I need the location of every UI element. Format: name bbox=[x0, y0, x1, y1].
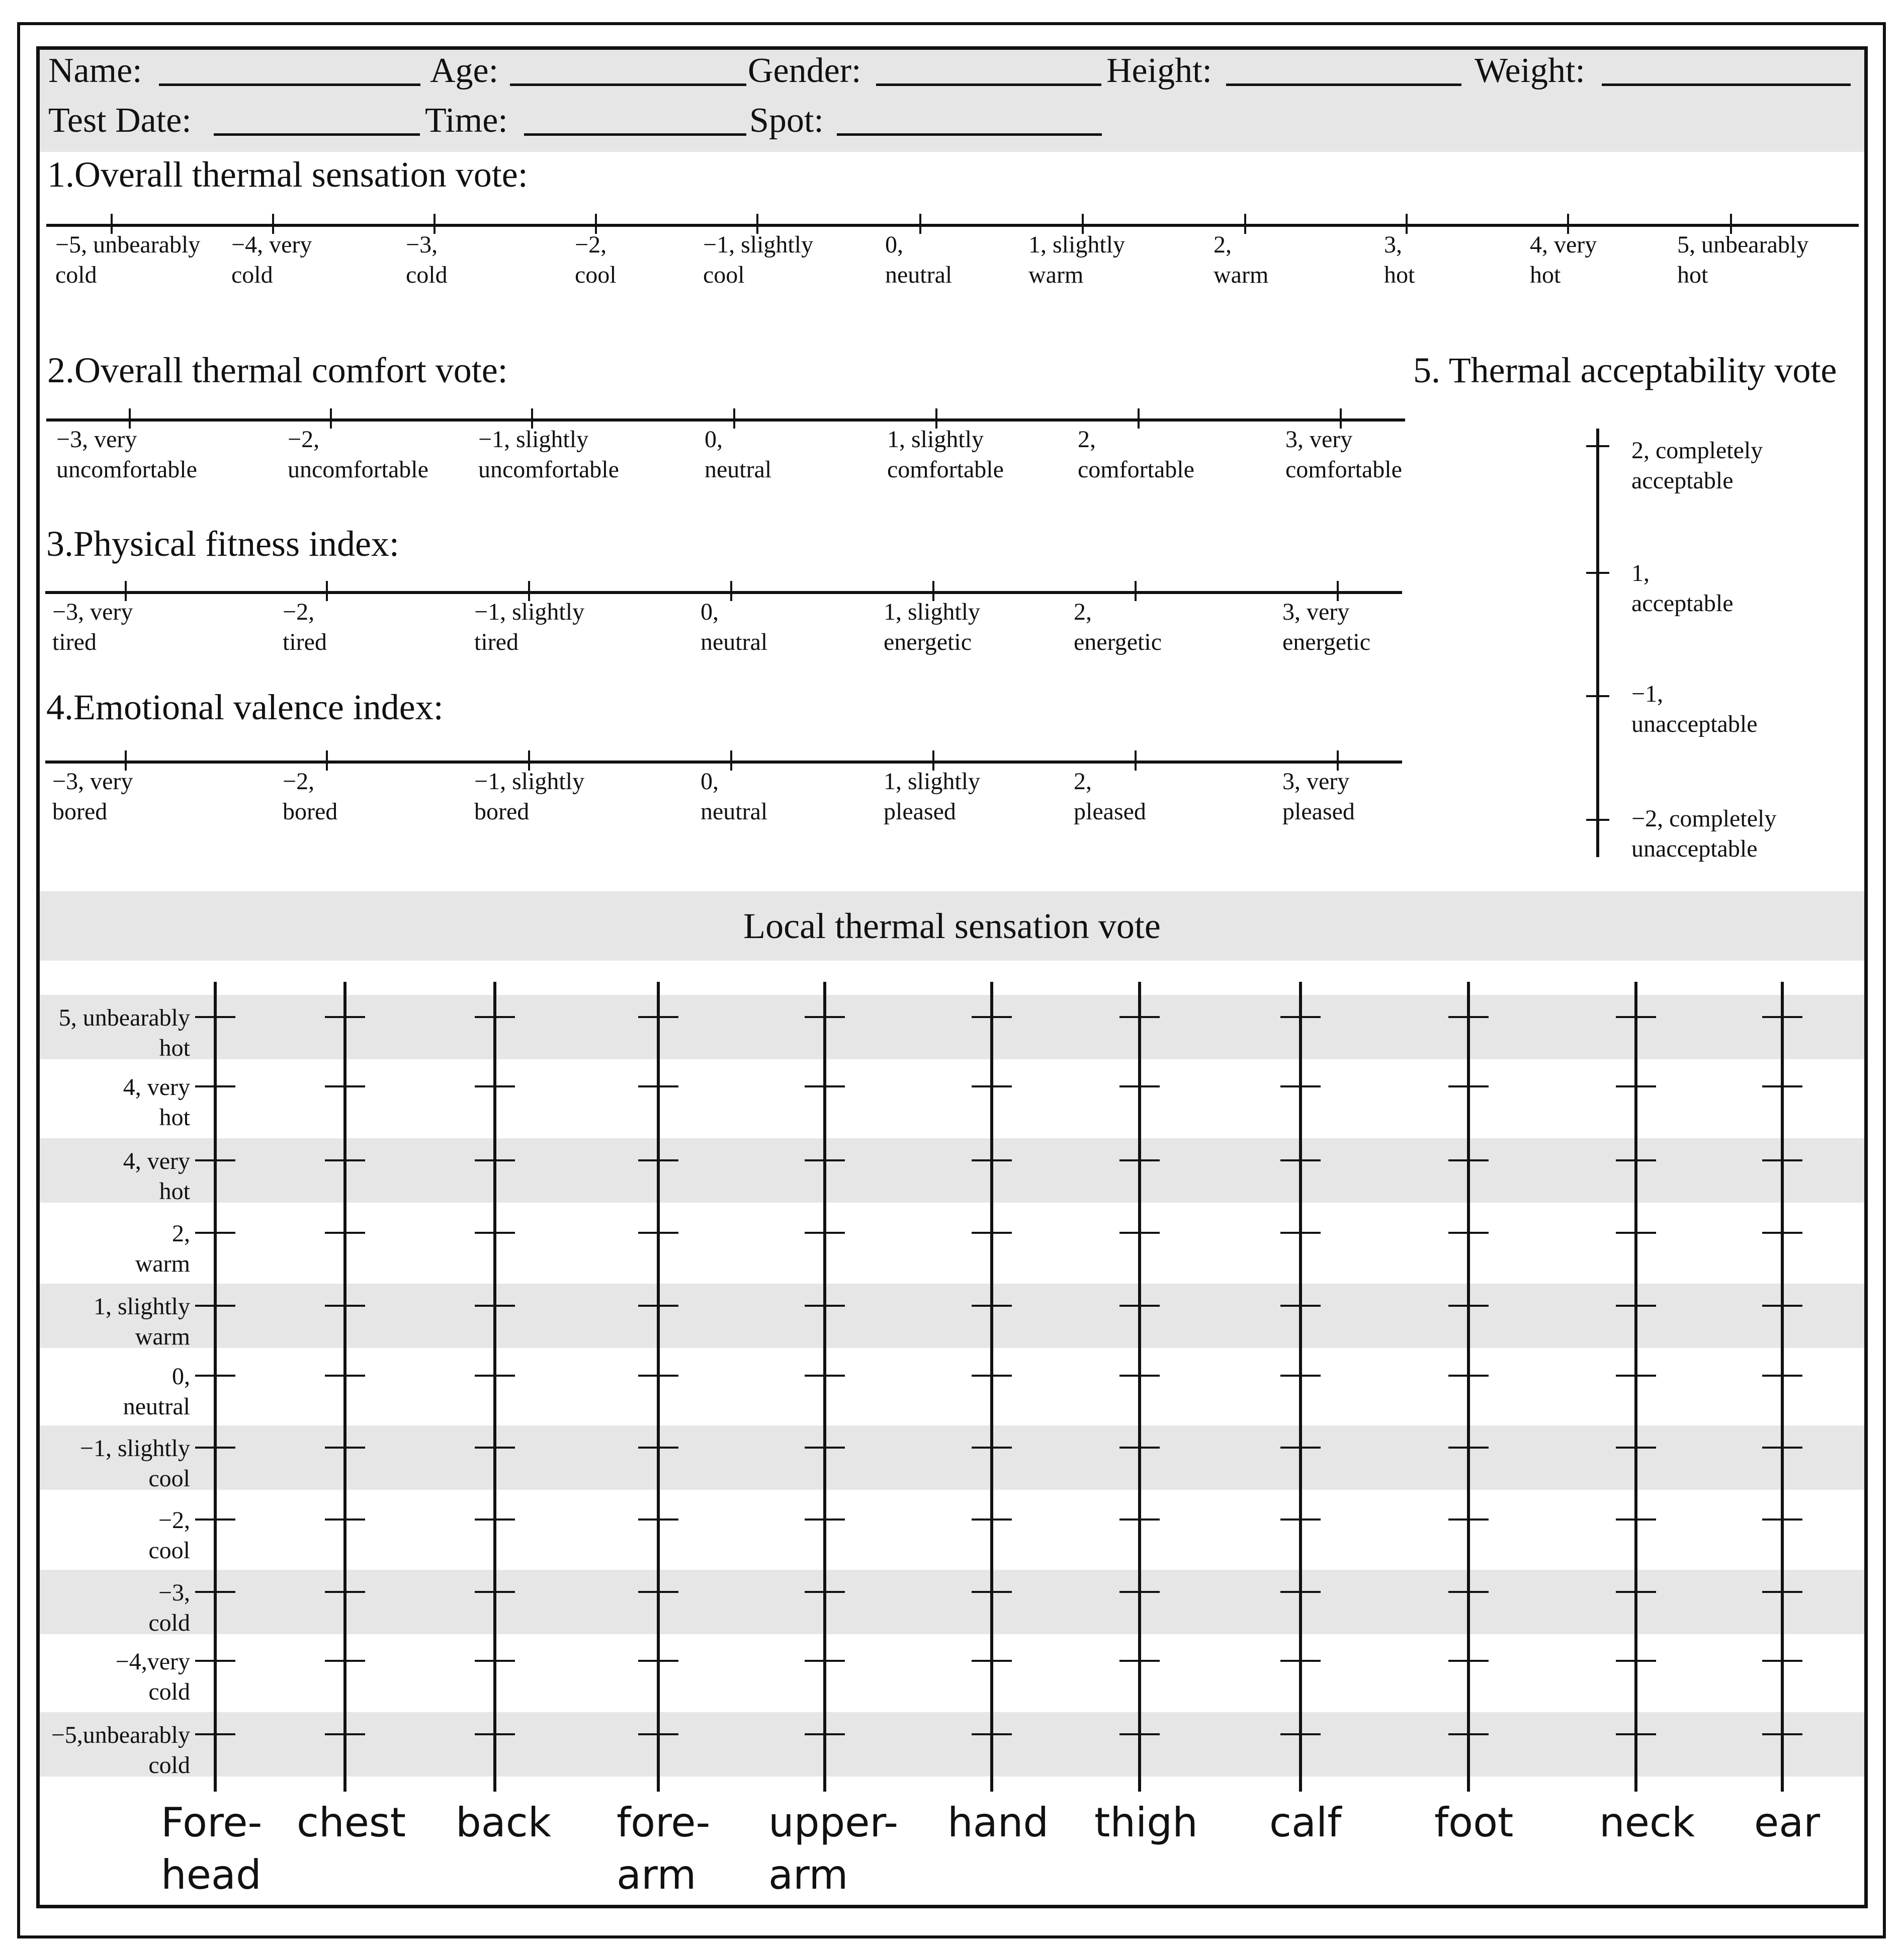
local-vote-tick[interactable] bbox=[805, 1085, 845, 1087]
local-vote-tick[interactable] bbox=[1119, 1085, 1160, 1087]
time-label: Time: bbox=[425, 101, 508, 140]
local-vote-tick[interactable] bbox=[1762, 1519, 1802, 1521]
local-vote-tick[interactable] bbox=[325, 1591, 365, 1593]
local-vote-tick[interactable] bbox=[1119, 1519, 1160, 1521]
local-vote-tick[interactable] bbox=[195, 1375, 235, 1377]
local-vote-tick[interactable] bbox=[805, 1519, 845, 1521]
q2-option-label: −1, slightly uncomfortable bbox=[478, 426, 619, 483]
local-vote-tick[interactable] bbox=[1280, 1232, 1321, 1234]
local-vote-tick[interactable] bbox=[475, 1591, 515, 1593]
local-scale-label: 4, very hot bbox=[123, 1148, 190, 1205]
time-field[interactable] bbox=[524, 133, 746, 136]
local-vote-tick[interactable] bbox=[1448, 1447, 1489, 1449]
q5-option-label: −2, completely unacceptable bbox=[1631, 805, 1777, 862]
local-vote-tick[interactable] bbox=[1762, 1159, 1802, 1161]
q2-option-label: 2, comfortable bbox=[1078, 426, 1194, 483]
header-band bbox=[40, 50, 1864, 152]
local-vote-tick[interactable] bbox=[195, 1159, 235, 1161]
local-vote-tick[interactable] bbox=[1762, 1085, 1802, 1087]
body-part-label: chest bbox=[297, 1799, 406, 1846]
q5-option-label: 2, completely acceptable bbox=[1631, 437, 1763, 494]
body-part-label: calf bbox=[1269, 1799, 1342, 1846]
local-vote-tick[interactable] bbox=[805, 1159, 845, 1161]
local-vote-tick[interactable] bbox=[638, 1375, 678, 1377]
body-part-scale bbox=[214, 982, 217, 1792]
q3-title: 3.Physical fitness index: bbox=[46, 524, 399, 564]
local-vote-tick[interactable] bbox=[195, 1447, 235, 1449]
local-vote-tick[interactable] bbox=[1119, 1660, 1160, 1662]
local-vote-tick[interactable] bbox=[805, 1447, 845, 1449]
q3-option-label: −1, slightly tired bbox=[474, 599, 585, 655]
q3-option-label: 3, very energetic bbox=[1282, 599, 1371, 655]
local-vote-tick[interactable] bbox=[972, 1447, 1012, 1449]
q4-scale-line bbox=[45, 761, 1402, 764]
body-part-scale bbox=[657, 982, 660, 1792]
local-scale-label: 4, very hot bbox=[123, 1074, 190, 1131]
local-vote-tick[interactable] bbox=[1448, 1232, 1489, 1234]
q1-option-label: −5, unbearably cold bbox=[55, 231, 201, 288]
test-date-label: Test Date: bbox=[48, 101, 192, 140]
test-date-field[interactable] bbox=[214, 133, 420, 136]
local-vote-tick[interactable] bbox=[1616, 1085, 1656, 1087]
local-vote-tick[interactable] bbox=[475, 1447, 515, 1449]
q1-option-label: 0, neutral bbox=[885, 231, 953, 288]
age-label: Age: bbox=[430, 51, 499, 90]
local-vote-tick[interactable] bbox=[1762, 1591, 1802, 1593]
q1-option-label: −1, slightly cool bbox=[703, 231, 814, 288]
local-vote-tick[interactable] bbox=[972, 1305, 1012, 1307]
local-vote-tick[interactable] bbox=[972, 1016, 1012, 1018]
q2-option-label: −3, very uncomfortable bbox=[56, 426, 197, 483]
q5-tick[interactable] bbox=[1586, 445, 1609, 447]
height-label: Height: bbox=[1106, 51, 1212, 90]
local-vote-tick[interactable] bbox=[972, 1232, 1012, 1234]
q2-scale-line bbox=[46, 418, 1405, 421]
local-vote-tick[interactable] bbox=[1448, 1085, 1489, 1087]
local-vote-tick[interactable] bbox=[195, 1660, 235, 1662]
q2-option-label: 1, slightly comfortable bbox=[887, 426, 1004, 483]
local-vote-tick[interactable] bbox=[1762, 1305, 1802, 1307]
local-vote-tick[interactable] bbox=[638, 1519, 678, 1521]
local-vote-tick[interactable] bbox=[475, 1660, 515, 1662]
local-vote-tick[interactable] bbox=[638, 1447, 678, 1449]
q3-option-label: −3, very tired bbox=[52, 599, 133, 655]
local-vote-tick[interactable] bbox=[1448, 1159, 1489, 1161]
local-vote-tick[interactable] bbox=[1762, 1232, 1802, 1234]
local-vote-tick[interactable] bbox=[195, 1016, 235, 1018]
local-vote-tick[interactable] bbox=[638, 1733, 678, 1735]
local-vote-tick[interactable] bbox=[972, 1519, 1012, 1521]
local-vote-tick[interactable] bbox=[325, 1159, 365, 1161]
local-vote-tick[interactable] bbox=[1616, 1447, 1656, 1449]
local-vote-tick[interactable] bbox=[475, 1016, 515, 1018]
q5-title: 5. Thermal acceptability vote bbox=[1413, 350, 1837, 390]
local-vote-tick[interactable] bbox=[325, 1733, 365, 1735]
local-vote-tick[interactable] bbox=[805, 1305, 845, 1307]
gender-label: Gender: bbox=[748, 51, 861, 90]
q1-option-label: −2, cool bbox=[575, 231, 617, 288]
local-vote-tick[interactable] bbox=[1280, 1660, 1321, 1662]
local-vote-tick[interactable] bbox=[805, 1591, 845, 1593]
spot-field[interactable] bbox=[837, 133, 1102, 136]
body-part-scale bbox=[1781, 982, 1784, 1792]
local-vote-tick[interactable] bbox=[1762, 1447, 1802, 1449]
local-vote-tick[interactable] bbox=[1762, 1016, 1802, 1018]
local-vote-tick[interactable] bbox=[1280, 1016, 1321, 1018]
height-field[interactable] bbox=[1226, 83, 1461, 86]
local-vote-tick[interactable] bbox=[638, 1016, 678, 1018]
local-vote-tick[interactable] bbox=[325, 1447, 365, 1449]
local-title: Local thermal sensation vote bbox=[743, 906, 1161, 946]
local-vote-tick[interactable] bbox=[1616, 1159, 1656, 1161]
q1-option-label: 5, unbearably hot bbox=[1677, 231, 1809, 288]
local-vote-tick[interactable] bbox=[325, 1375, 365, 1377]
local-vote-tick[interactable] bbox=[195, 1733, 235, 1735]
q5-scale-line bbox=[1596, 429, 1599, 857]
q5-tick[interactable] bbox=[1586, 695, 1609, 697]
local-vote-tick[interactable] bbox=[1280, 1733, 1321, 1735]
body-part-scale bbox=[1138, 982, 1141, 1792]
local-vote-tick[interactable] bbox=[805, 1232, 845, 1234]
local-vote-tick[interactable] bbox=[325, 1305, 365, 1307]
local-vote-tick[interactable] bbox=[1616, 1016, 1656, 1018]
q2-option-label: 3, very comfortable bbox=[1285, 426, 1402, 483]
gender-field[interactable] bbox=[876, 83, 1101, 86]
body-part-scale bbox=[823, 982, 826, 1792]
local-vote-tick[interactable] bbox=[972, 1591, 1012, 1593]
local-vote-tick[interactable] bbox=[1119, 1447, 1160, 1449]
q4-option-label: −1, slightly bored bbox=[474, 768, 585, 825]
q1-option-label: 1, slightly warm bbox=[1028, 231, 1126, 288]
body-part-scale bbox=[990, 982, 993, 1792]
local-vote-tick[interactable] bbox=[972, 1159, 1012, 1161]
local-vote-tick[interactable] bbox=[195, 1085, 235, 1087]
local-vote-tick[interactable] bbox=[972, 1375, 1012, 1377]
local-scale-label: 2, warm bbox=[135, 1220, 190, 1277]
local-vote-tick[interactable] bbox=[805, 1660, 845, 1662]
local-vote-tick[interactable] bbox=[638, 1660, 678, 1662]
local-vote-tick[interactable] bbox=[475, 1232, 515, 1234]
q4-option-label: −3, very bored bbox=[52, 768, 133, 825]
local-scale-label: −5,unbearably cold bbox=[51, 1722, 190, 1779]
local-vote-tick[interactable] bbox=[1280, 1447, 1321, 1449]
local-vote-tick[interactable] bbox=[1119, 1305, 1160, 1307]
q5-option-label: 1, acceptable bbox=[1631, 560, 1734, 617]
body-part-label: foot bbox=[1434, 1799, 1514, 1846]
local-vote-tick[interactable] bbox=[972, 1733, 1012, 1735]
local-scale-label: −2, cool bbox=[148, 1507, 190, 1564]
q4-title: 4.Emotional valence index: bbox=[46, 687, 444, 727]
weight-field[interactable] bbox=[1602, 83, 1851, 86]
local-vote-tick[interactable] bbox=[195, 1305, 235, 1307]
local-vote-tick[interactable] bbox=[1119, 1733, 1160, 1735]
local-vote-tick[interactable] bbox=[1616, 1733, 1656, 1735]
local-vote-tick[interactable] bbox=[1616, 1519, 1656, 1521]
q3-option-label: 1, slightly energetic bbox=[884, 599, 981, 655]
spot-label: Spot: bbox=[749, 101, 824, 140]
body-part-label: fore- arm bbox=[617, 1799, 711, 1898]
scale-row-band bbox=[40, 1138, 1864, 1203]
local-scale-label: −4,very cold bbox=[115, 1648, 190, 1705]
local-vote-tick[interactable] bbox=[1119, 1375, 1160, 1377]
body-part-label: thigh bbox=[1094, 1799, 1198, 1846]
local-vote-tick[interactable] bbox=[805, 1375, 845, 1377]
q5-tick[interactable] bbox=[1586, 819, 1609, 821]
local-vote-tick[interactable] bbox=[325, 1660, 365, 1662]
q4-option-label: −2, bored bbox=[283, 768, 338, 825]
local-vote-tick[interactable] bbox=[972, 1085, 1012, 1087]
name-field[interactable] bbox=[159, 83, 420, 86]
local-vote-tick[interactable] bbox=[638, 1232, 678, 1234]
local-vote-tick[interactable] bbox=[1762, 1660, 1802, 1662]
local-vote-tick[interactable] bbox=[1762, 1375, 1802, 1377]
q4-option-label: 1, slightly pleased bbox=[884, 768, 981, 825]
body-part-scale bbox=[493, 982, 496, 1792]
local-scale-label: −1, slightly cool bbox=[79, 1435, 190, 1492]
q1-title: 1.Overall thermal sensation vote: bbox=[47, 154, 528, 195]
q1-option-label: 4, very hot bbox=[1530, 231, 1597, 288]
local-vote-tick[interactable] bbox=[325, 1519, 365, 1521]
body-part-label: back bbox=[456, 1799, 552, 1846]
local-vote-tick[interactable] bbox=[805, 1016, 845, 1018]
local-vote-tick[interactable] bbox=[1280, 1085, 1321, 1087]
local-vote-tick[interactable] bbox=[195, 1232, 235, 1234]
q5-tick[interactable] bbox=[1586, 572, 1609, 574]
local-vote-tick[interactable] bbox=[1448, 1591, 1489, 1593]
local-vote-tick[interactable] bbox=[475, 1733, 515, 1735]
local-vote-tick[interactable] bbox=[1119, 1591, 1160, 1593]
local-vote-tick[interactable] bbox=[195, 1591, 235, 1593]
q1-scale-line bbox=[46, 224, 1859, 227]
body-part-label: hand bbox=[947, 1799, 1049, 1846]
age-field[interactable] bbox=[510, 83, 746, 86]
local-vote-tick[interactable] bbox=[1280, 1375, 1321, 1377]
scale-row-band bbox=[40, 1425, 1864, 1490]
q3-scale-line bbox=[45, 591, 1402, 594]
body-part-label: neck bbox=[1599, 1799, 1695, 1846]
body-part-scale bbox=[1467, 982, 1470, 1792]
local-vote-tick[interactable] bbox=[1762, 1733, 1802, 1735]
local-vote-tick[interactable] bbox=[1119, 1159, 1160, 1161]
body-part-scale bbox=[1634, 982, 1637, 1792]
local-vote-tick[interactable] bbox=[1616, 1375, 1656, 1377]
q3-option-label: 0, neutral bbox=[701, 599, 768, 655]
q4-option-label: 3, very pleased bbox=[1282, 768, 1355, 825]
local-vote-tick[interactable] bbox=[1448, 1733, 1489, 1735]
local-vote-tick[interactable] bbox=[1280, 1519, 1321, 1521]
local-vote-tick[interactable] bbox=[638, 1159, 678, 1161]
body-part-scale bbox=[343, 982, 347, 1792]
body-part-label: ear bbox=[1754, 1799, 1821, 1846]
local-vote-tick[interactable] bbox=[475, 1305, 515, 1307]
local-vote-tick[interactable] bbox=[638, 1591, 678, 1593]
body-part-label: Fore- head bbox=[161, 1799, 263, 1898]
q4-option-label: 2, pleased bbox=[1074, 768, 1146, 825]
local-vote-tick[interactable] bbox=[1616, 1591, 1656, 1593]
name-label: Name: bbox=[48, 51, 142, 90]
local-vote-tick[interactable] bbox=[1616, 1660, 1656, 1662]
local-vote-tick[interactable] bbox=[1119, 1232, 1160, 1234]
local-vote-tick[interactable] bbox=[1616, 1232, 1656, 1234]
q1-option-label: −4, very cold bbox=[231, 231, 312, 288]
local-vote-tick[interactable] bbox=[1280, 1591, 1321, 1593]
local-vote-tick[interactable] bbox=[1448, 1016, 1489, 1018]
local-vote-tick[interactable] bbox=[195, 1519, 235, 1521]
local-vote-tick[interactable] bbox=[475, 1159, 515, 1161]
local-vote-tick[interactable] bbox=[325, 1016, 365, 1018]
q5-option-label: −1, unacceptable bbox=[1631, 681, 1758, 737]
q2-option-label: 0, neutral bbox=[705, 426, 772, 483]
q1-option-label: −3, cold bbox=[406, 231, 448, 288]
q2-option-label: −2, uncomfortable bbox=[288, 426, 428, 483]
local-scale-label: 1, slightly warm bbox=[93, 1293, 190, 1350]
scale-row-band bbox=[40, 995, 1864, 1059]
local-vote-tick[interactable] bbox=[1448, 1519, 1489, 1521]
local-vote-tick[interactable] bbox=[805, 1733, 845, 1735]
q1-option-label: 2, warm bbox=[1214, 231, 1269, 288]
q1-option-label: 3, hot bbox=[1384, 231, 1415, 288]
local-vote-tick[interactable] bbox=[1280, 1305, 1321, 1307]
local-vote-tick[interactable] bbox=[475, 1375, 515, 1377]
local-vote-tick[interactable] bbox=[325, 1085, 365, 1087]
local-vote-tick[interactable] bbox=[638, 1305, 678, 1307]
local-vote-tick[interactable] bbox=[325, 1232, 365, 1234]
local-scale-label: 5, unbearably hot bbox=[58, 1004, 190, 1061]
local-vote-tick[interactable] bbox=[1616, 1305, 1656, 1307]
q4-option-label: 0, neutral bbox=[701, 768, 768, 825]
local-scale-label: −3, cold bbox=[148, 1579, 190, 1636]
local-vote-tick[interactable] bbox=[475, 1519, 515, 1521]
q2-title: 2.Overall thermal comfort vote: bbox=[47, 350, 508, 390]
weight-label: Weight: bbox=[1475, 51, 1585, 90]
body-part-scale bbox=[1299, 982, 1302, 1792]
q3-option-label: 2, energetic bbox=[1074, 599, 1162, 655]
local-vote-tick[interactable] bbox=[1448, 1375, 1489, 1377]
local-vote-tick[interactable] bbox=[972, 1660, 1012, 1662]
local-vote-tick[interactable] bbox=[638, 1085, 678, 1087]
scale-row-band bbox=[40, 1284, 1864, 1348]
local-scale-label: 0, neutral bbox=[123, 1363, 190, 1420]
local-vote-tick[interactable] bbox=[1280, 1159, 1321, 1161]
body-part-label: upper- arm bbox=[768, 1799, 899, 1898]
scale-row-band bbox=[40, 1570, 1864, 1634]
local-vote-tick[interactable] bbox=[1448, 1660, 1489, 1662]
local-vote-tick[interactable] bbox=[1119, 1016, 1160, 1018]
scale-row-band bbox=[40, 1712, 1864, 1777]
q3-option-label: −2, tired bbox=[283, 599, 327, 655]
local-vote-tick[interactable] bbox=[1448, 1305, 1489, 1307]
local-vote-tick[interactable] bbox=[475, 1085, 515, 1087]
